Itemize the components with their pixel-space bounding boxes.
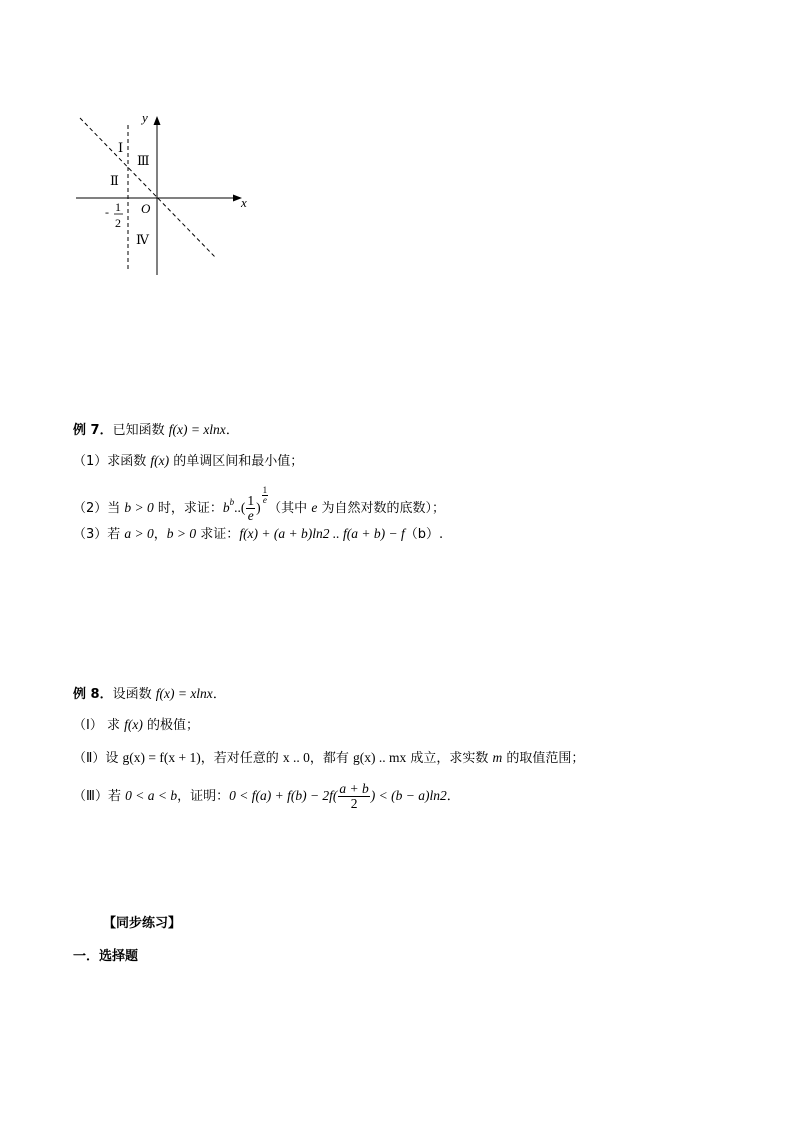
ex8-p3-expr-b: ) < (b − a)ln2 bbox=[370, 788, 447, 803]
ex7-p2-note-b: 为自然对数的底数）； bbox=[317, 501, 445, 516]
ex7-p2-mid: 时，求证： bbox=[153, 501, 223, 516]
y-axis-arrow-icon bbox=[154, 116, 161, 125]
ex8-part2 bbox=[73, 749, 584, 768]
practice-title: 【同步练习】 bbox=[103, 916, 182, 931]
ex7-p3-prefix: （3）若 bbox=[73, 527, 125, 542]
coordinate-figure bbox=[70, 105, 260, 275]
ex7-p2-b: b bbox=[222, 500, 230, 515]
ex8-p3-frac-num: a + b bbox=[339, 781, 369, 796]
ex8-p1-fx: f(x) bbox=[124, 717, 143, 732]
ex7-label: 例 7． bbox=[73, 423, 113, 438]
origin-label: O bbox=[141, 201, 151, 216]
ex8-p3-cond: 0 < a < b bbox=[125, 788, 178, 803]
ex8-p2-rest: 的取值范围； bbox=[502, 751, 585, 766]
ex7-p1-rest: 的单调区间和最小值； bbox=[169, 454, 304, 469]
ex7-p2-frac-den: e bbox=[247, 508, 254, 523]
ex7-p2-paren-l: ( bbox=[240, 500, 246, 515]
ex8-p3-expr-a: 0 < f(a) + f(b) − 2f( bbox=[229, 788, 338, 803]
ex8-p2-x: x .. 0 bbox=[282, 750, 310, 765]
ex7-p3-mid: 求证： bbox=[196, 527, 240, 542]
ex8-p1-rest: 的极值； bbox=[142, 718, 199, 733]
practice-section-heading: 一．选择题 bbox=[73, 949, 139, 964]
region-4-label: Ⅳ bbox=[136, 232, 149, 247]
ex8-p1-prefix: （Ⅰ） 求 bbox=[73, 718, 125, 733]
ex7-p3-expr: f(x) + (a + b)ln2 .. f(a + b) − f bbox=[239, 526, 405, 541]
ex8-p2-mid2: ，都有 bbox=[309, 751, 354, 766]
ex7-p2-geq: .. bbox=[234, 500, 241, 515]
ex8-heading bbox=[73, 685, 226, 704]
ex7-p3-sep: ， bbox=[153, 527, 167, 542]
ex7-p2-frac-num: 1 bbox=[247, 493, 255, 508]
ex7-p1-fx: f(x) bbox=[150, 453, 170, 468]
region-2-label: Ⅱ bbox=[110, 173, 119, 188]
ex8-p3-prefix: （Ⅲ）若 bbox=[73, 789, 126, 804]
ex7-part2 bbox=[73, 486, 445, 523]
region-3-label: Ⅲ bbox=[137, 153, 150, 168]
ex7-p2-note-e: e bbox=[311, 500, 318, 515]
ex8-p3-fraction bbox=[338, 782, 369, 811]
ex7-part1 bbox=[73, 452, 303, 471]
ex7-p2-note-a: （其中 bbox=[268, 501, 312, 516]
ex8-part1 bbox=[73, 716, 199, 735]
ex7-p2-bsup: b bbox=[229, 497, 235, 507]
ex8-p2-ineq: g(x) .. mx bbox=[353, 750, 407, 765]
half-denominator: 2 bbox=[115, 216, 121, 230]
ex7-p2-prefix: （2）当 bbox=[73, 501, 125, 516]
ex7-p2-fraction bbox=[246, 494, 255, 523]
y-axis-label: y bbox=[142, 110, 148, 125]
ex7-intro: 已知函数 bbox=[112, 423, 169, 438]
ex7-p2-exp-num: 1 bbox=[262, 485, 268, 495]
ex8-p2-g: g(x) = f(x + 1) bbox=[122, 750, 201, 765]
ex8-p3-frac-den: 2 bbox=[350, 796, 358, 811]
ex8-end: ． bbox=[212, 687, 226, 702]
x-axis-label: x bbox=[241, 195, 247, 210]
ex7-end: ． bbox=[225, 423, 239, 438]
ex7-p2-exp-den: e bbox=[262, 495, 267, 505]
neg-sign-label: - bbox=[105, 205, 109, 219]
ex7-p3-tail: （b）. bbox=[404, 527, 444, 542]
ex7-p3-cond-a: a > 0 bbox=[124, 526, 154, 541]
ex8-p2-mid1: ，若对任意的 bbox=[200, 751, 283, 766]
ex7-func-def: f(x) = xlnx bbox=[168, 422, 226, 437]
ex8-label: 例 8． bbox=[73, 687, 113, 702]
ex8-intro: 设函数 bbox=[112, 687, 156, 702]
ex7-p1-prefix: （1）求函数 bbox=[73, 454, 151, 469]
ex8-p3-end: ． bbox=[446, 789, 460, 804]
ex7-p2-cond: b > 0 bbox=[124, 500, 154, 515]
half-numerator: 1 bbox=[115, 200, 121, 214]
ex8-p3-mid: ，证明： bbox=[177, 789, 230, 804]
ex8-p2-prefix: （Ⅱ）设 bbox=[73, 751, 123, 766]
ex7-part3 bbox=[73, 525, 443, 544]
ex8-func-def: f(x) = xlnx bbox=[155, 686, 213, 701]
ex7-heading bbox=[73, 421, 239, 440]
ex7-p2-paren-r: ) bbox=[256, 500, 261, 515]
ex7-p3-cond-b: b > 0 bbox=[166, 526, 197, 541]
ex8-p2-mid3: 成立，求实数 bbox=[406, 751, 493, 766]
region-1-label: Ⅰ bbox=[118, 140, 124, 155]
ex8-part3 bbox=[73, 779, 460, 814]
ex8-p2-m: m bbox=[492, 750, 503, 765]
